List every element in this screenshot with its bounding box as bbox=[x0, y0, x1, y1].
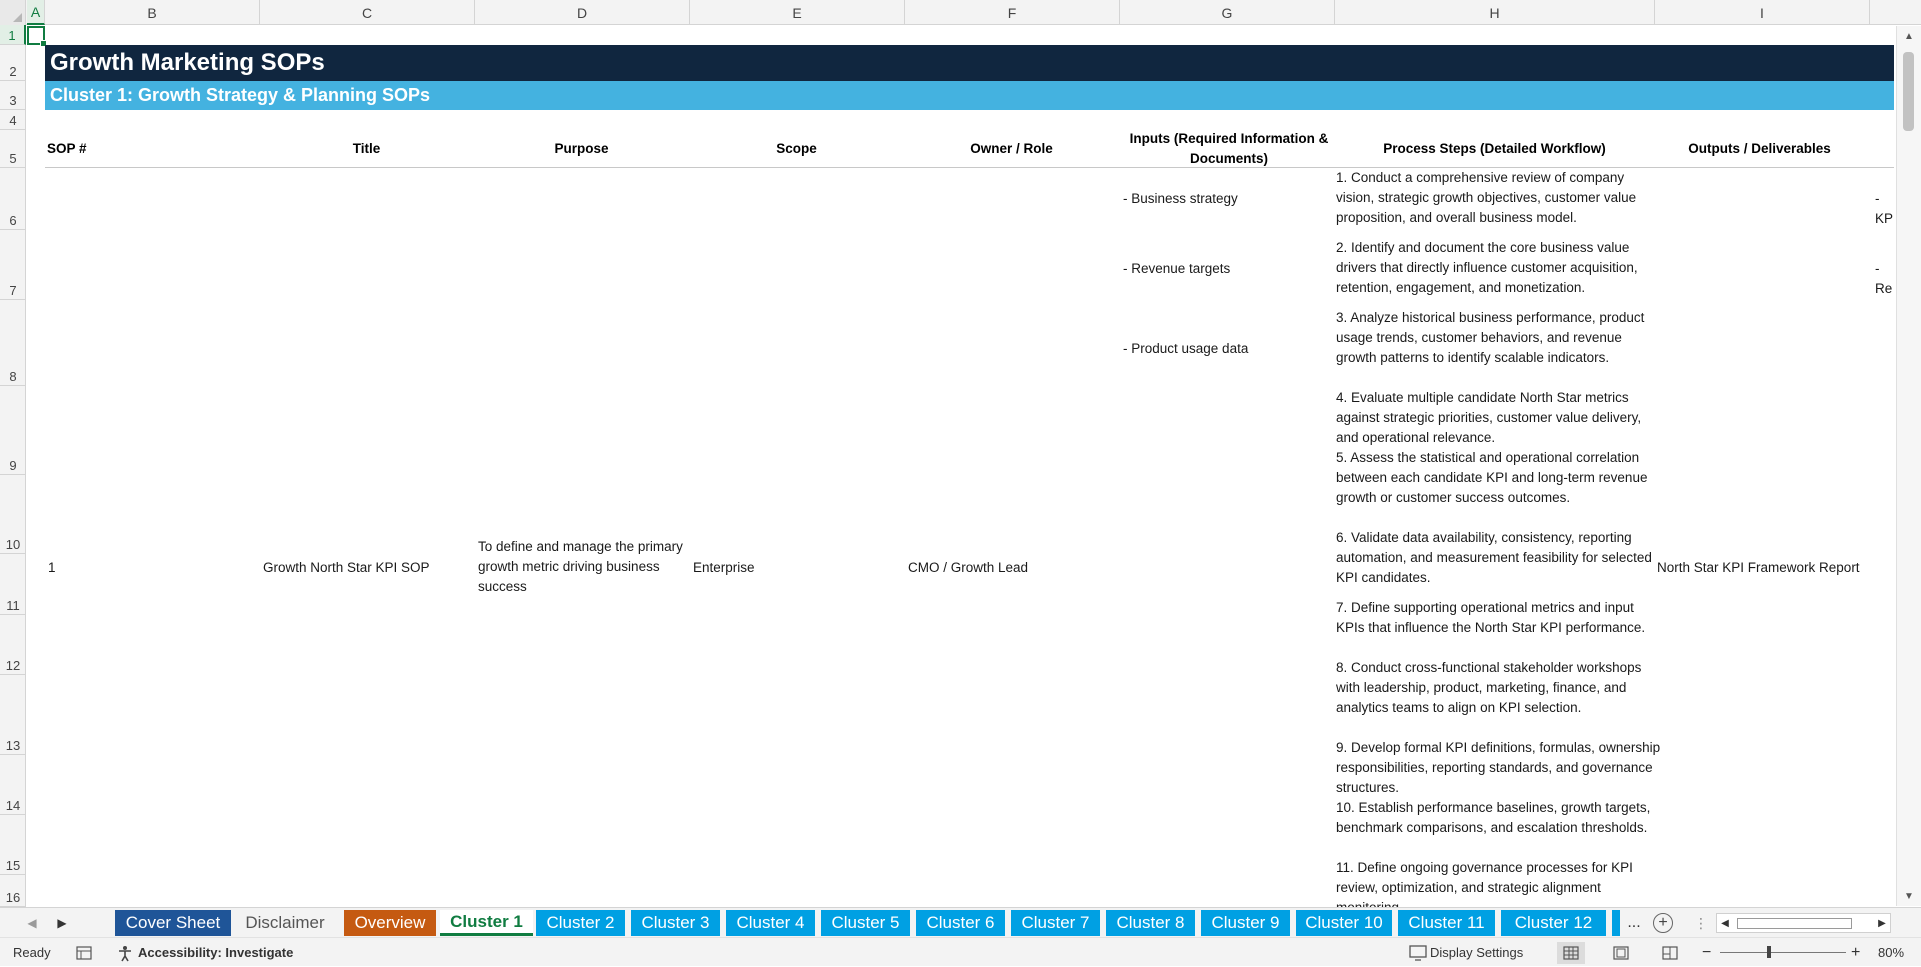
sheet-tabs-bar bbox=[0, 907, 1921, 937]
tab-disclaimer[interactable]: Disclaimer bbox=[233, 910, 337, 936]
header-sop-number[interactable]: SOP # bbox=[47, 141, 87, 157]
display-settings-icon[interactable] bbox=[1409, 938, 1427, 967]
cell-input-1[interactable]: - Business strategy bbox=[1123, 191, 1238, 206]
tab-cluster-5[interactable]: Cluster 5 bbox=[821, 910, 910, 936]
zoom-slider[interactable] bbox=[1720, 952, 1846, 953]
tab-cluster-1[interactable]: Cluster 1 bbox=[440, 910, 533, 936]
column-header-g[interactable]: G bbox=[1120, 0, 1335, 25]
tab-cluster-2[interactable]: Cluster 2 bbox=[536, 910, 625, 936]
tab-cover-sheet[interactable]: Cover Sheet bbox=[115, 910, 231, 936]
cell-owner-role[interactable]: CMO / Growth Lead bbox=[908, 560, 1029, 575]
header-purpose[interactable]: Purpose bbox=[554, 141, 609, 157]
display-settings-label[interactable]: Display Settings bbox=[1430, 945, 1524, 960]
tab-cluster-7[interactable]: Cluster 7 bbox=[1011, 910, 1100, 936]
status-bar bbox=[0, 937, 1921, 966]
row-header-9[interactable]: 9 bbox=[0, 386, 26, 475]
tab-cluster-3[interactable]: Cluster 3 bbox=[631, 910, 720, 936]
previous-sheet-icon[interactable]: ◀ bbox=[27, 916, 37, 930]
cell-title[interactable]: Growth North Star KPI SOP bbox=[263, 560, 430, 575]
zoom-out-icon[interactable]: − bbox=[1702, 943, 1712, 961]
cell-step-11[interactable]: 11. Define ongoing governance processes for KPI review, optimization, and strategic alignment bbox=[1336, 860, 1633, 895]
page-break-preview-icon[interactable] bbox=[1656, 942, 1684, 964]
vertical-scroll-thumb[interactable] bbox=[1903, 52, 1914, 131]
row-header-16[interactable]: 16 bbox=[0, 875, 26, 907]
cell-step-1[interactable]: 1. Conduct a comprehensive review of company vision, strategic growth objectives, customer value proposition, and overall business model. bbox=[1336, 170, 1637, 225]
cell-input-3[interactable]: - Product usage data bbox=[1123, 341, 1249, 356]
scroll-down-arrow-icon[interactable]: ▼ bbox=[1904, 890, 1914, 902]
row-header-bar bbox=[0, 25, 26, 907]
tab-cluster-4[interactable]: Cluster 4 bbox=[726, 910, 815, 936]
row-header-1[interactable]: 1 bbox=[0, 25, 26, 45]
page-layout-icon[interactable] bbox=[1607, 942, 1635, 964]
cell-input-2[interactable]: - Revenue targets bbox=[1123, 261, 1231, 276]
cell-sop-number[interactable]: 1 bbox=[48, 560, 56, 575]
header-inputs[interactable]: Inputs (Required Information & Documents) bbox=[1129, 131, 1329, 166]
zoom-slider-knob[interactable] bbox=[1767, 946, 1771, 958]
scroll-left-arrow-icon[interactable]: ◀ bbox=[1721, 917, 1729, 929]
row-header-2[interactable]: 2 bbox=[0, 45, 26, 81]
row-header-13[interactable]: 13 bbox=[0, 675, 26, 755]
worksheet-grid[interactable] bbox=[27, 26, 1896, 906]
cell-step-5[interactable]: 5. Assess the statistical and operational correlation between each candidate KPI and long-term revenue growth or customer success outcomes. bbox=[1336, 450, 1648, 505]
cell-outputs[interactable]: North Star KPI Framework Report bbox=[1657, 560, 1860, 575]
tab-partial-next[interactable] bbox=[1612, 910, 1620, 936]
header-scope[interactable]: Scope bbox=[776, 141, 817, 157]
cell-step-7[interactable]: 7. Define supporting operational metrics and input KPIs that influence the North Star KPI performance. bbox=[1336, 600, 1646, 635]
more-tabs-button[interactable]: ... bbox=[1627, 914, 1641, 931]
row-header-3[interactable]: 3 bbox=[0, 81, 26, 110]
vertical-scrollbar[interactable] bbox=[1896, 26, 1921, 906]
row-header-7[interactable]: 7 bbox=[0, 230, 26, 300]
column-header-e[interactable]: E bbox=[690, 0, 905, 25]
header-outputs[interactable]: Outputs / Deliverables bbox=[1688, 141, 1831, 157]
cell-step-3[interactable]: 3. Analyze historical business performance, product usage trends, customer behaviors, and revenue growth patterns to identify scalable indicators. bbox=[1336, 310, 1645, 365]
column-header-d[interactable]: D bbox=[475, 0, 690, 25]
sheet-title[interactable]: Growth Marketing SOPs bbox=[45, 45, 1894, 81]
macro-recording-icon[interactable] bbox=[76, 938, 92, 967]
row-header-4[interactable]: 4 bbox=[0, 110, 26, 130]
status-ready: Ready bbox=[13, 945, 51, 960]
active-cell-a1[interactable] bbox=[27, 26, 45, 45]
cell-step-9[interactable]: 9. Develop formal KPI definitions, formulas, ownership responsibilities, reporting standards, and governance structures. bbox=[1336, 740, 1661, 795]
row-header-11[interactable]: 11 bbox=[0, 554, 26, 615]
cell-scope[interactable]: Enterprise bbox=[693, 560, 755, 575]
row-header-14[interactable]: 14 bbox=[0, 755, 26, 815]
header-owner-role[interactable]: Owner / Role bbox=[970, 141, 1053, 157]
select-all-button[interactable] bbox=[0, 0, 26, 25]
zoom-level[interactable]: 80% bbox=[1878, 945, 1905, 960]
column-header-f[interactable]: F bbox=[905, 0, 1120, 25]
header-process-steps[interactable]: Process Steps (Detailed Workflow) bbox=[1383, 141, 1606, 157]
horizontal-scrollbar[interactable] bbox=[1716, 913, 1891, 933]
row-header-5[interactable]: 5 bbox=[0, 130, 26, 168]
scroll-up-arrow-icon[interactable]: ▲ bbox=[1904, 30, 1914, 42]
tab-cluster-9[interactable]: Cluster 9 bbox=[1201, 910, 1290, 936]
horizontal-scroll-thumb[interactable] bbox=[1737, 918, 1852, 929]
cell-step-6[interactable]: 6. Validate data availability, consistency, reporting automation, and measurement feasibility for selected KPI candidates. bbox=[1336, 530, 1652, 585]
zoom-in-icon[interactable]: + bbox=[1851, 943, 1861, 961]
add-sheet-icon[interactable]: + bbox=[1653, 913, 1673, 933]
cell-next-column-2[interactable]: - Re bbox=[1875, 261, 1893, 296]
tab-cluster-10[interactable]: Cluster 10 bbox=[1296, 910, 1392, 936]
next-sheet-icon[interactable]: ▶ bbox=[57, 916, 67, 930]
cell-next-column-1[interactable]: - KP bbox=[1875, 191, 1894, 226]
row-header-6[interactable]: 6 bbox=[0, 168, 26, 230]
scroll-right-arrow-icon[interactable]: ▶ bbox=[1878, 917, 1886, 929]
row-header-8[interactable]: 8 bbox=[0, 300, 26, 386]
cell-purpose[interactable]: To define and manage the primary growth metric driving business success bbox=[478, 539, 683, 594]
tab-overview[interactable]: Overview bbox=[344, 910, 436, 936]
accessibility-status[interactable]: Accessibility: Investigate bbox=[138, 945, 294, 960]
cluster-title[interactable]: Cluster 1: Growth Strategy & Planning SOPs bbox=[45, 81, 1894, 110]
column-header-i[interactable]: I bbox=[1655, 0, 1870, 25]
row-header-12[interactable]: 12 bbox=[0, 615, 26, 675]
normal-view-icon[interactable] bbox=[1557, 942, 1585, 964]
tab-cluster-12[interactable]: Cluster 12 bbox=[1501, 910, 1606, 936]
header-title[interactable]: Title bbox=[352, 141, 381, 157]
column-header-a[interactable]: A bbox=[27, 0, 45, 25]
column-header-h[interactable]: H bbox=[1335, 0, 1655, 25]
row-header-15[interactable]: 15 bbox=[0, 815, 26, 875]
cell-step-2[interactable]: 2. Identify and document the core business value drivers that directly influence customer acquisition, retention, engagement, and monetization. bbox=[1336, 240, 1638, 295]
accessibility-icon[interactable] bbox=[116, 938, 134, 967]
tab-cluster-11[interactable]: Cluster 11 bbox=[1398, 910, 1495, 936]
tab-splitter-handle[interactable]: ⋮ bbox=[1694, 915, 1708, 931]
row-header-10[interactable]: 10 bbox=[0, 475, 26, 554]
column-header-bar bbox=[0, 0, 1921, 25]
tab-cluster-6[interactable]: Cluster 6 bbox=[916, 910, 1005, 936]
column-header-c[interactable]: C bbox=[260, 0, 475, 25]
cell-step-4[interactable]: 4. Evaluate multiple candidate North Star metrics against strategic priorities, customer value delivery, and operational relevance. bbox=[1336, 390, 1642, 445]
tab-cluster-8[interactable]: Cluster 8 bbox=[1106, 910, 1195, 936]
cell-step-10[interactable]: 10. Establish performance baselines, growth targets, benchmark comparisons, and escalation thresholds. bbox=[1336, 800, 1651, 835]
column-header-b[interactable]: B bbox=[45, 0, 260, 25]
cell-step-8[interactable]: 8. Conduct cross-functional stakeholder workshops with leadership, product, marketing, finance, and analytics teams to align on KPI selection. bbox=[1336, 660, 1642, 715]
